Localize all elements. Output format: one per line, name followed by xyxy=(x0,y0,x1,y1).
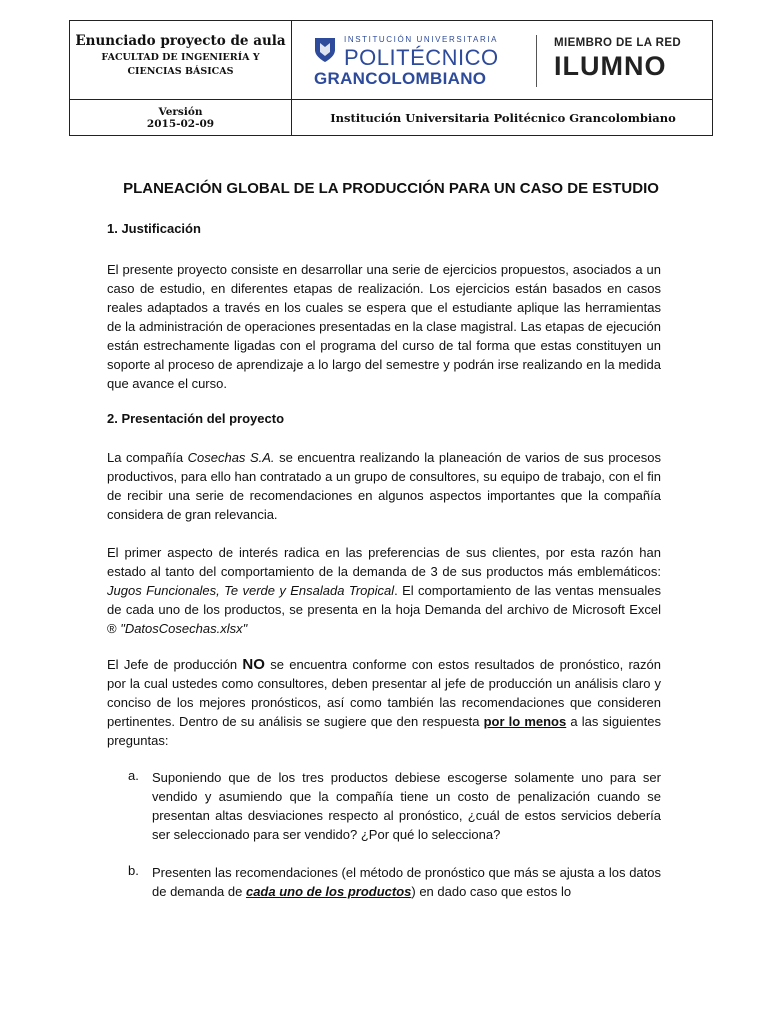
version-label: Versión xyxy=(158,106,203,118)
paragraph-jefe xyxy=(107,655,661,750)
question-b xyxy=(152,863,661,901)
header-version xyxy=(70,100,291,137)
text-run: Presenten las recomendaciones (el método de pronóstico que más se ajusta a los datos de demanda de xyxy=(152,865,661,899)
list-marker-a: a. xyxy=(128,768,139,783)
paragraph-justificacion: El presente proyecto consiste en desarrollar una serie de ejercicios propuestos, asociados a un caso de estudio, en diferentes etapas de realización. Los ejercicios están basados en casos reales adaptados a través en los cuales se espera que el estudiante aplique las herramientas de la administración de operaciones presentadas en la clase magistral. Las etapas de ejecución están estrechamente ligadas con el programa del curso de tal forma que estas constituyen un soporte al proceso de aprendizaje a lo largo del semestre y podrán irse realizando en la medida que avance el curso. xyxy=(107,262,661,391)
paragraph-company xyxy=(107,448,661,524)
page-title: PLANEACIÓN GLOBAL DE LA PRODUCCIÓN PARA UN CASO DE ESTUDIO xyxy=(123,180,659,197)
logo-member-text: MIEMBRO DE LA RED xyxy=(554,37,682,49)
logo-separator xyxy=(536,35,537,87)
product-names: Jugos Funcionales, Te verde y Ensalada Tropical xyxy=(107,583,395,598)
file-name: "DatosCosechas.xlsx" xyxy=(120,621,248,636)
logo-gran-text: GRANCOLOMBIANO xyxy=(314,69,487,88)
emphasis-por-lo-menos: por lo menos xyxy=(483,714,567,729)
text-run: a las siguientes preguntas: xyxy=(107,714,661,748)
shield-icon xyxy=(314,37,336,63)
logo-ilumno-text: ILUMNO xyxy=(554,51,667,81)
text-run: se encuentra realizando la planeación de varios de sus procesos productivos, para ello han contratado a un grupo de consultores, su equipo de trabajo, con el fin de recibir una serie de recomendaciones en algunos aspectos importantes que la compañía considera de gran relevancia. xyxy=(107,450,661,522)
emphasis-no: NO xyxy=(242,656,265,673)
text-run: La compañía xyxy=(107,450,188,465)
politecnico-logo xyxy=(314,31,534,91)
list-marker-b: b. xyxy=(128,863,139,878)
header-doc-info xyxy=(70,21,291,99)
text-run: El primer aspecto de interés radica en las preferencias de sus clientes, por esta razón han estado al tanto del comportamiento de la demanda de 3 de sus productos más emblemáticos: xyxy=(107,545,661,579)
text-run: . El comportamiento de las ventas mensuales de cada uno de los productos, se presenta en la hoja Demanda del archivo de Microsoft Excel ® xyxy=(107,583,661,636)
text-run: ) en dado caso que estos lo xyxy=(411,884,572,899)
text-run: El Jefe de producción xyxy=(107,657,243,672)
question-a: Suponiendo que de los tres productos debiese escogerse solamente uno para ser vendido y asumiendo que la compañía tiene un costo de penalización cuando se presentan altas desviaciones respecto al pronóstico, ¿cuál de estos servicios debería ser seleccionado para ser vendido? ¿Por qué lo selecciona? xyxy=(152,770,661,842)
paragraph-demand xyxy=(107,543,661,638)
faculty-line-2: CIENCIAS BÁSICAS xyxy=(127,66,234,77)
header-institution: Institución Universitaria Politécnico Grancolombiano xyxy=(330,111,676,125)
ilumno-logo xyxy=(554,37,704,82)
logo-inst-text: INSTITUCIÓN UNIVERSITARIA xyxy=(344,35,499,44)
emphasis-cada-producto: cada uno de los productos xyxy=(245,884,412,899)
version-date: 2015-02-09 xyxy=(146,118,215,130)
header-table xyxy=(69,20,713,136)
faculty-line-1: FACULTAD DE INGENIERÍA Y xyxy=(101,52,260,63)
company-name: Cosechas S.A. xyxy=(187,450,275,465)
text-run: se encuentra conforme con estos resultados de pronóstico, razón por la cual ustedes como consultores, deben presentar al jefe de producción un análisis claro y conciso de los mejores pronósticos, así como también las recomendaciones que consideren pertinentes. Dentro de su análisis se sugiere que den respuesta xyxy=(107,657,662,729)
doc-type: Enunciado proyecto de aula xyxy=(75,33,286,49)
section-heading-justificacion: 1. Justificación xyxy=(107,221,201,236)
section-heading-presentacion: 2. Presentación del proyecto xyxy=(107,411,285,426)
logo-poli-text: POLITÉCNICO xyxy=(344,45,499,70)
